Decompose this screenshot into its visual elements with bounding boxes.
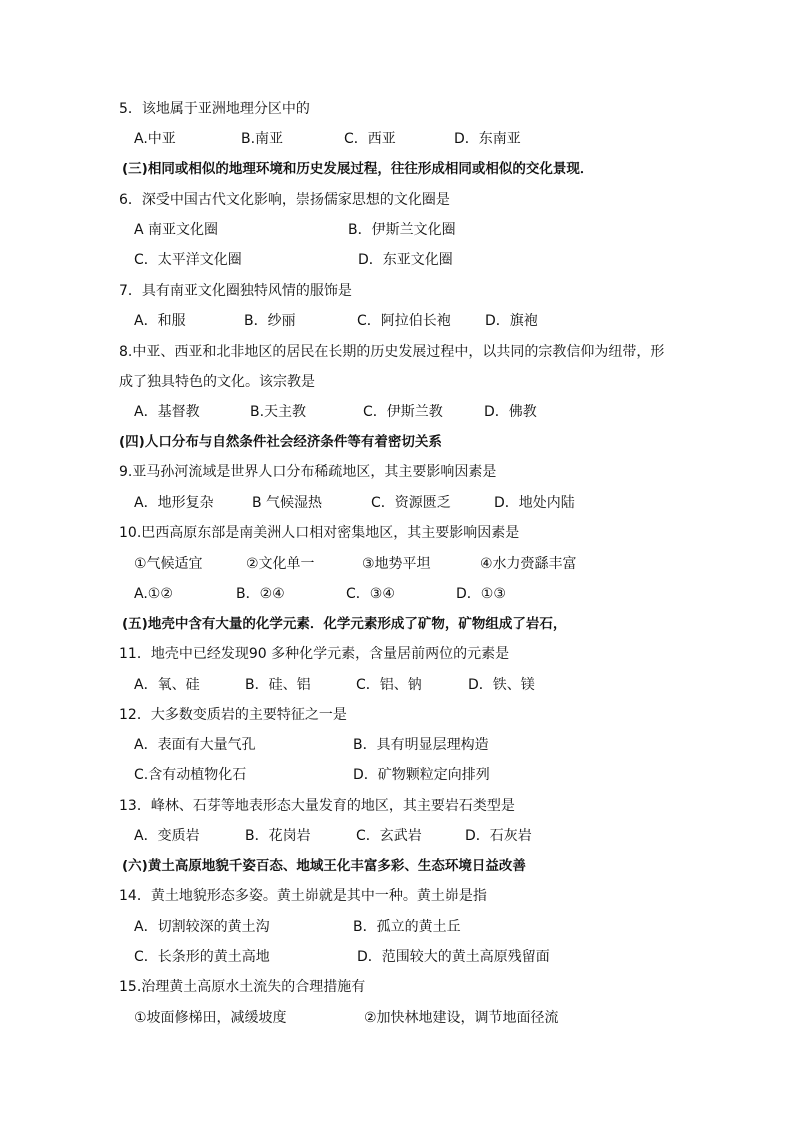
q12-option-d: D．矿物颗粒定向排列 — [353, 767, 490, 783]
q10-option-b: B．②④ — [236, 586, 285, 602]
q10-option-a: A.①② — [134, 586, 173, 602]
q13-option-a: A．变质岩 — [134, 828, 200, 844]
q9-option-d: D．地处内陆 — [494, 495, 575, 511]
q13-option-d: D．石灰岩 — [465, 828, 532, 844]
q6-option-b: B．伊斯兰文化圈 — [348, 222, 456, 238]
section-3-heading: (三)相同或相似的地理环境和历史发展过程，往往形成相同或相似的交化景现． — [122, 161, 594, 177]
question-14-stem: 14．黄土地貌形态多姿。黄土峁就是其中一种。黄土峁是指 — [119, 888, 487, 904]
q9-option-a: A．地形复杂 — [134, 495, 214, 511]
q14-option-c: C．长条形的黄土高地 — [134, 949, 270, 965]
q10-item-3: ③地势平坦 — [362, 556, 431, 572]
q5-option-b: B.南亚 — [241, 131, 284, 147]
q7-option-a: A．和服 — [134, 313, 186, 329]
q13-option-b: B．花岗岩 — [245, 828, 311, 844]
q14-option-d: D．范围较大的黄土高原残留面 — [357, 949, 550, 965]
question-7-stem: 7．具有南亚文化圈独特风情的服饰是 — [119, 283, 352, 299]
section-6-heading: (六)黄土高原地貌千姿百态、地域王化丰富多彩、生态环境日益改善 — [122, 858, 526, 874]
q7-option-d: D．旗袍 — [485, 313, 538, 329]
q10-item-1: ①气候适宜 — [134, 556, 203, 572]
q11-option-b: B．硅、铝 — [245, 677, 311, 693]
q13-option-c: C．玄武岩 — [356, 828, 422, 844]
section-5-heading: (五)地壳中含有大量的化学元素．化学元素形成了矿物，矿物组成了岩石， — [122, 616, 567, 632]
q5-option-c: C．西亚 — [344, 131, 396, 147]
q10-option-d: D．①③ — [456, 586, 506, 602]
q10-item-2: ②文化单一 — [246, 556, 315, 572]
q5-option-a: A.中亚 — [134, 131, 176, 147]
q6-option-a: A 南亚文化圈 — [134, 222, 219, 238]
q7-option-b: B．纱丽 — [244, 313, 296, 329]
q14-option-b: B．孤立的黄土丘 — [353, 919, 461, 935]
question-13-stem: 13．峰林、石芽等地表形态大量发育的地区，其主要岩石类型是 — [119, 798, 515, 814]
q11-option-d: D．铁、镁 — [468, 677, 535, 693]
q11-option-c: C．铝、钠 — [356, 677, 422, 693]
q10-option-c: C．③④ — [346, 586, 395, 602]
q10-item-4: ④水力赍繇丰富 — [480, 556, 577, 572]
question-6-stem: 6．深受中国古代文化影响，崇扬儒家思想的文化圈是 — [119, 192, 450, 208]
q12-option-c: C.含有动植物化石 — [134, 767, 247, 783]
q8-option-b: B.天主教 — [250, 404, 307, 420]
q15-item-1: ①坡面修梯田，减缓坡度 — [134, 1010, 287, 1026]
q6-option-c: C．太平洋文化圈 — [134, 252, 242, 268]
question-8-stem-line-2: 成了独具特色的文化。该宗教是 — [119, 374, 315, 390]
question-11-stem: 11．地壳中已经发现90 多种化学元素，含量居前两位的元素是 — [119, 646, 510, 662]
q5-option-d: D．东南亚 — [454, 131, 521, 147]
question-15-stem: 15.治理黄土高原水土流失的合理措施有 — [119, 979, 366, 995]
q11-option-a: A．氧、硅 — [134, 677, 200, 693]
q9-option-b: B 气候湿热 — [252, 495, 323, 511]
question-10-stem: 10.巴西高原东部是南美洲人口相对密集地区，其主要影响因素是 — [119, 525, 520, 541]
q8-option-d: D．佛教 — [484, 404, 537, 420]
q15-item-2: ②加快林地建设，调节地面径流 — [364, 1010, 559, 1026]
q12-option-a: A．表面有大量气孔 — [134, 737, 256, 753]
q14-option-a: A．切割较深的黄土沟 — [134, 919, 270, 935]
q6-option-d: D．东亚文化圈 — [358, 252, 453, 268]
q9-option-c: C．资源匮乏 — [371, 495, 451, 511]
question-8-stem-line-1: 8.中亚、西亚和北非地区的居民在长期的历史发展过程中，以共同的宗教信仰为纽带，形 — [119, 344, 665, 360]
question-9-stem: 9.亚马孙河流域是世界人口分布稀疏地区，其主要影响因素是 — [119, 464, 497, 480]
q7-option-c: C．阿拉伯长袍 — [357, 313, 451, 329]
q12-option-b: B．具有明显层理构造 — [353, 737, 489, 753]
section-4-heading: (四)人口分布与自然条件社会经济条件等有着密切关系 — [119, 434, 442, 450]
question-12-stem: 12．大多数变质岩的主要特征之一是 — [119, 707, 347, 723]
question-5-stem: 5．该地属于亚洲地理分区中的 — [119, 101, 310, 117]
q8-option-a: A．基督教 — [134, 404, 200, 420]
q8-option-c: C．伊斯兰教 — [363, 404, 443, 420]
